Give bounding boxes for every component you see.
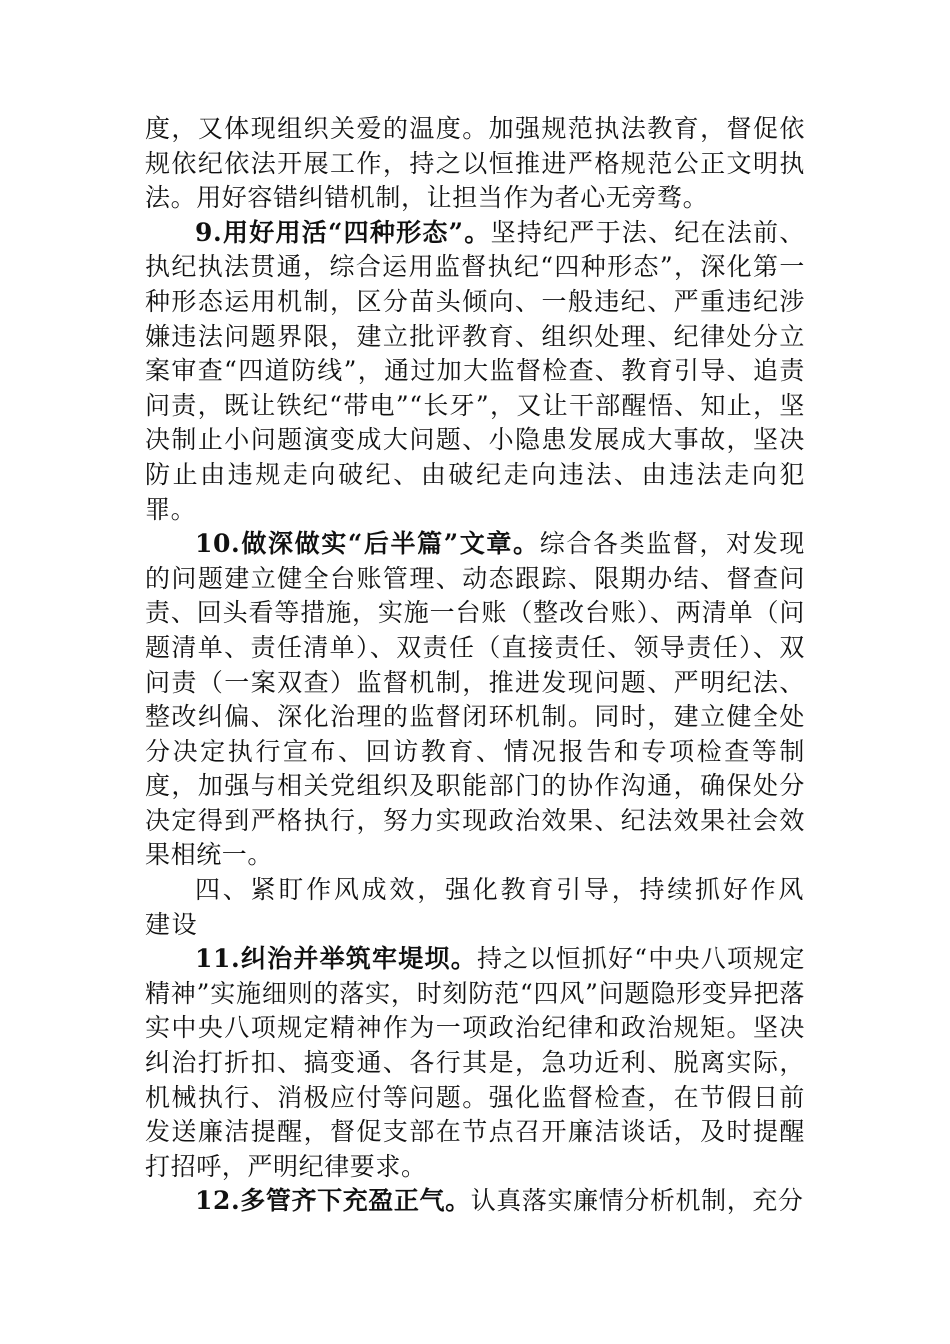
paragraph-continuation [145, 112, 805, 216]
section-heading-text: 四、紧盯作风成效，强化教育引导，持续抓好作风建设 [145, 875, 805, 939]
item-10-heading: 10.做深做实“后半篇”文章。 [195, 529, 540, 559]
item-12-text: 认真落实廉情分析机制，充分 [470, 1186, 804, 1216]
item-12-heading: 12.多管齐下充盈正气。 [195, 1186, 471, 1216]
document-body [145, 112, 805, 1219]
paragraph-item-10 [145, 527, 805, 873]
section-heading-4 [145, 873, 805, 942]
item-9-heading: 9.用好用活“四种形态”。 [195, 217, 491, 247]
item-9-text: 坚持纪严于法、纪在法前、执纪执法贯通，综合运用监督执纪“四种形态”，深化第一种形态运用机制，区分苗头倾向、一般违纪、严重违纪涉嫌违法问题界限，建立批评教育、组织处理、纪律处分立案审查“四道防线”，通过加大监督检查、教育引导、追责问责，既让铁纪“带电”“长牙”，又让干部醒悟、知止，坚决制止小问题演变成大问题、小隐患发展成大事故，坚决防止由违规走向破纪、由破纪走向违法、由违法走向犯罪。 [145, 217, 805, 524]
item-11-text: 持之以恒抓好“中央八项规定精神”实施细则的落实，时刻防范“四风”问题隐形变异把落实中央八项规定精神作为一项政治纪律和政治规矩。坚决纠治打折扣、搞变通、各行其是，急功近利、脱离实际，机械执行、消极应付等问题。强化监督检查，在节假日前发送廉洁提醒，督促支部在节点召开廉洁谈话，及时提醒打招呼，严明纪律要求。 [145, 944, 805, 1181]
item-11-heading: 11.纠治并举筑牢堤坝。 [195, 944, 477, 974]
paragraph-item-9 [145, 216, 805, 527]
item-10-text: 综合各类监督，对发现的问题建立健全台账管理、动态跟踪、限期办结、督查问责、回头看等措施，实施一台账（整改台账）、两清单（问题清单、责任清单）、双责任（直接责任、领导责任）、双问责（一案双查）监督机制，推进发现问题、严明纪法、整改纠偏、深化治理的监督闭环机制。同时，建立健全处分决定执行宣布、回访教育、情况报告和专项检查等制度，加强与相关党组织及职能部门的协作沟通，确保处分决定得到严格执行，努力实现政治效果、纪法效果社会效果相统一。 [145, 529, 805, 870]
paragraph-text: 度，又体现组织关爱的温度。加强规范执法教育，督促依规依纪依法开展工作，持之以恒推进严格规范公正文明执法。用好容错纠错机制，让担当作为者心无旁骛。 [145, 114, 805, 213]
paragraph-item-11 [145, 942, 805, 1184]
paragraph-item-12 [145, 1184, 805, 1219]
